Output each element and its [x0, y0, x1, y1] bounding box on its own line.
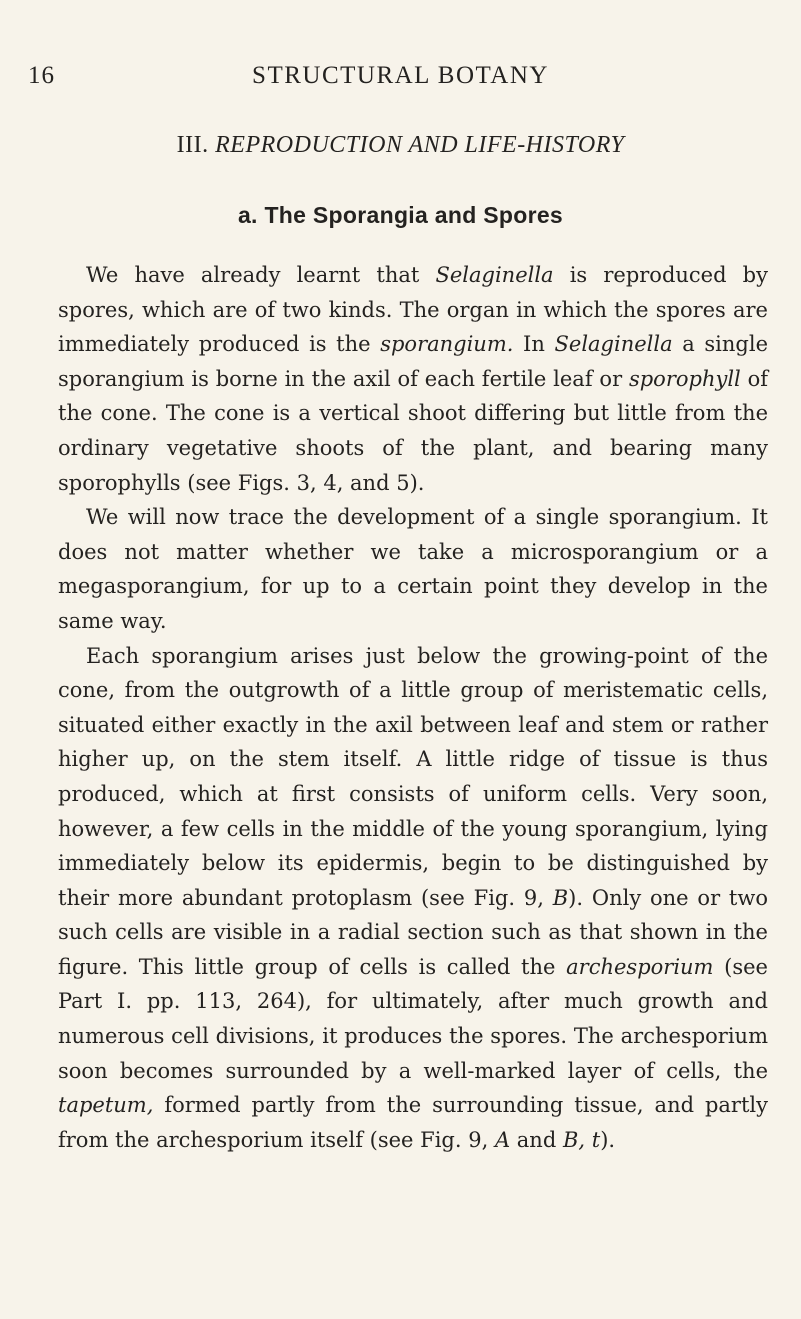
text-run: a single sporangium is borne in the axil of each fertile leaf or — [58, 332, 768, 391]
text-run: of the cone. The cone is a vertical shoot differing but little from the ordinary vegetative shoots of the plant, and bearing many sporophylls (see Figs. 3, 4, and 5). — [58, 366, 769, 495]
paragraph — [58, 500, 768, 638]
text-run: In — [513, 332, 555, 357]
italic-term: Selaginella — [554, 332, 673, 357]
text-run: We will now trace the development of a single sporangium. It does not matter whether we take a microsporangium or a megasporangium, for up to a certain point they develop in the same way. — [58, 505, 768, 633]
running-head: STRUCTURAL BOTANY — [252, 62, 549, 89]
section-heading — [0, 132, 801, 159]
body-text — [58, 258, 768, 1157]
page-number: 16 — [28, 62, 55, 89]
text-run: Each sporangium arises just below the growing-point of the cone, from the outgrowth of a little group of meristematic cells, situated either exactly in the axil between leaf and stem or rather higher up, on the stem itself. A little ridge of tissue is thus produced, which at first consists of uniform cells. Very soon, however, a few cells in the middle of the young sporangium, lying immediately below its epidermis, begin to be distinguished by their more abundant protoplasm (see Fig. 9, — [58, 643, 768, 910]
section-title: REPRODUCTION AND LIFE-HISTORY — [215, 132, 625, 158]
italic-term: Selaginella — [435, 263, 554, 287]
italic-term: tapetum, — [58, 1093, 154, 1118]
text-run: (see Part I. pp. 113, 264), for ultimately, after much growth and numerous cell divisions, it produces the spores. The archesporium soon becomes surrounded by a well-marked layer of cells, the — [58, 954, 768, 1083]
text-run: is reproduced by spores, which are of two kinds. The organ in which the spores are immediately produced is the — [58, 263, 768, 357]
italic-term: sporangium. — [380, 332, 514, 357]
subsection-heading: a. The Sporangia and Spores — [237, 202, 564, 228]
italic-term: B — [552, 885, 569, 910]
section-numeral: III. — [176, 132, 209, 158]
text-run: We have already learnt that — [86, 263, 436, 287]
text-run: ). Only one or two such cells are visible in a radial section such as that shown in the figure. This little group of cells is called the — [58, 885, 768, 979]
italic-term: B, t — [562, 1127, 601, 1152]
italic-term: A — [494, 1127, 511, 1152]
text-run: ). — [600, 1127, 616, 1152]
italic-term: archesporium — [566, 954, 714, 979]
paragraph — [58, 639, 768, 1158]
text-run: formed partly from the surrounding tissue, and partly from the archesporium itself (see Fig. 9, — [58, 1093, 768, 1152]
paragraph — [58, 258, 768, 500]
text-run: and — [510, 1127, 563, 1152]
italic-term: sporophyll — [628, 366, 741, 391]
page-header — [0, 62, 801, 92]
